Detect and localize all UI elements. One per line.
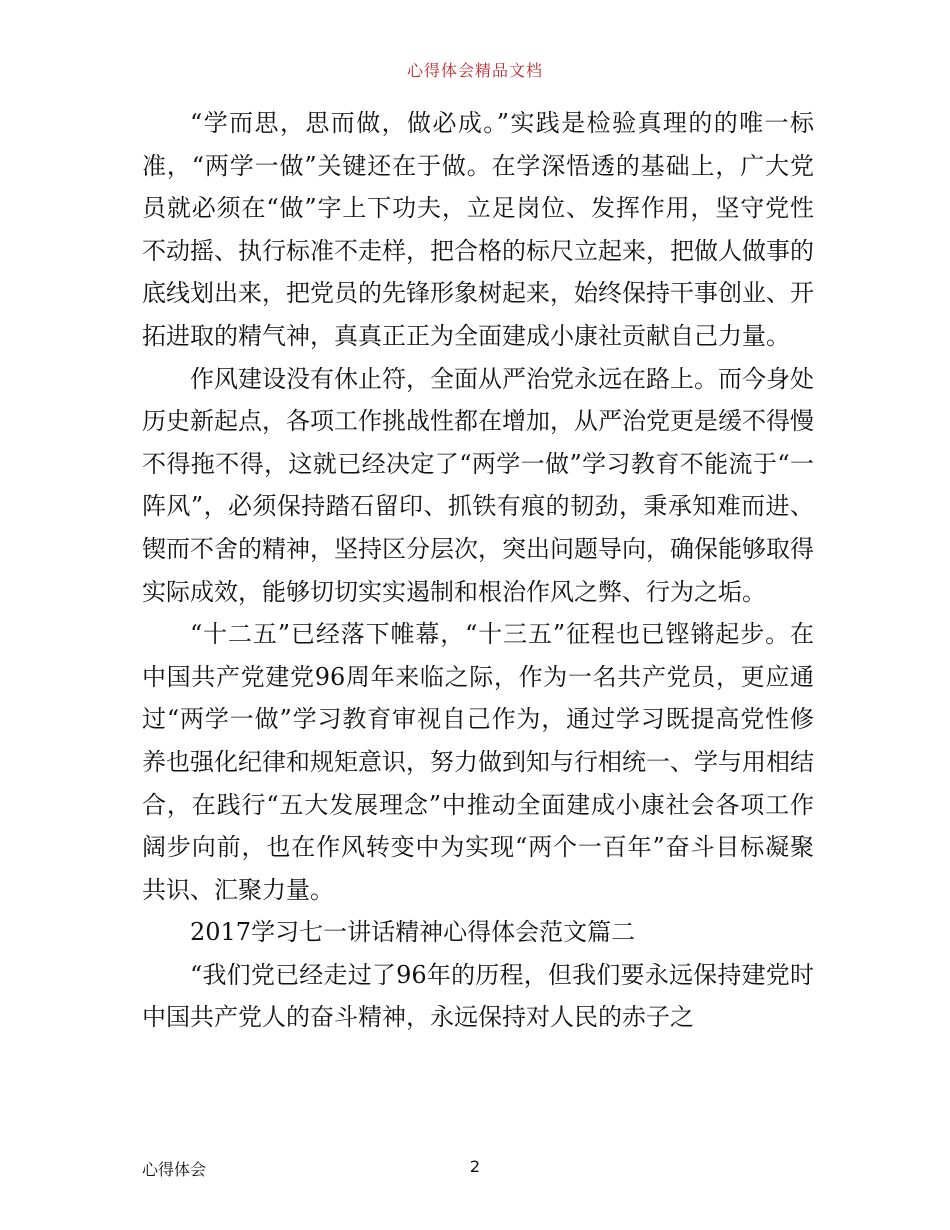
page-header-title: 心得体会精品文档 <box>406 61 543 80</box>
paragraph-1: “学而思，思而做，做必成。”实践是检验真理的的唯一标准，“两学一做”关键还在于做。在学深悟透的基础上，广大党员就必须在“做”字上下功夫，立足岗位、发挥作用，坚守党性不动摇、执行标准不走样，把合格的标尺立起来，把做人做事的底线划出来，把党员的先锋形象树起来，始终保持干事创业、开拓进取的精气神，真真正正为全面建成小康社贡献自己力量。 <box>142 109 814 350</box>
document-body <box>142 102 814 1039</box>
footer-label: 心得体会 <box>142 1160 207 1179</box>
page-number: 2 <box>469 1157 481 1176</box>
paragraph-4: “我们党已经走过了96年的历程，但我们要永远保持建党时中国共产党人的奋斗精神，永远保持对人民的赤子之 <box>142 960 814 1032</box>
section-heading: 2017学习七一讲话精神心得体会范文篇二 <box>190 918 636 947</box>
paragraph-2: 作风建设没有休止符，全面从严治党永远在路上。而今身处历史新起点，各项工作挑战性都在增加，从严治党更是缓不得慢不得拖不得，这就已经决定了“两学一做”学习教育不能流于“一阵风”，必须保持踏石留印、抓铁有痕的韧劲，秉承知难而进、锲而不舍的精神，坚持区分层次，突出问题导向，确保能够取得实际成效，能够切切实实遏制和根治作风之弊、行为之垢。 <box>142 364 814 606</box>
paragraph-3: “十二五”已经落下帷幕，“十三五”征程也已铿锵起步。在中国共产党建党96周年来临之际，作为一名共产党员，更应通过“两学一做”学习教育审视自己作为，通过学习既提高党性修养也强化纪律和规矩意识，努力做到知与行相统一、学与用相结合，在践行“五大发展理念”中推动全面建成小康社会各项工作阔步向前，也在作风转变中为实现“两个一百年”奋斗目标凝聚共识、汇聚力量。 <box>142 620 814 904</box>
